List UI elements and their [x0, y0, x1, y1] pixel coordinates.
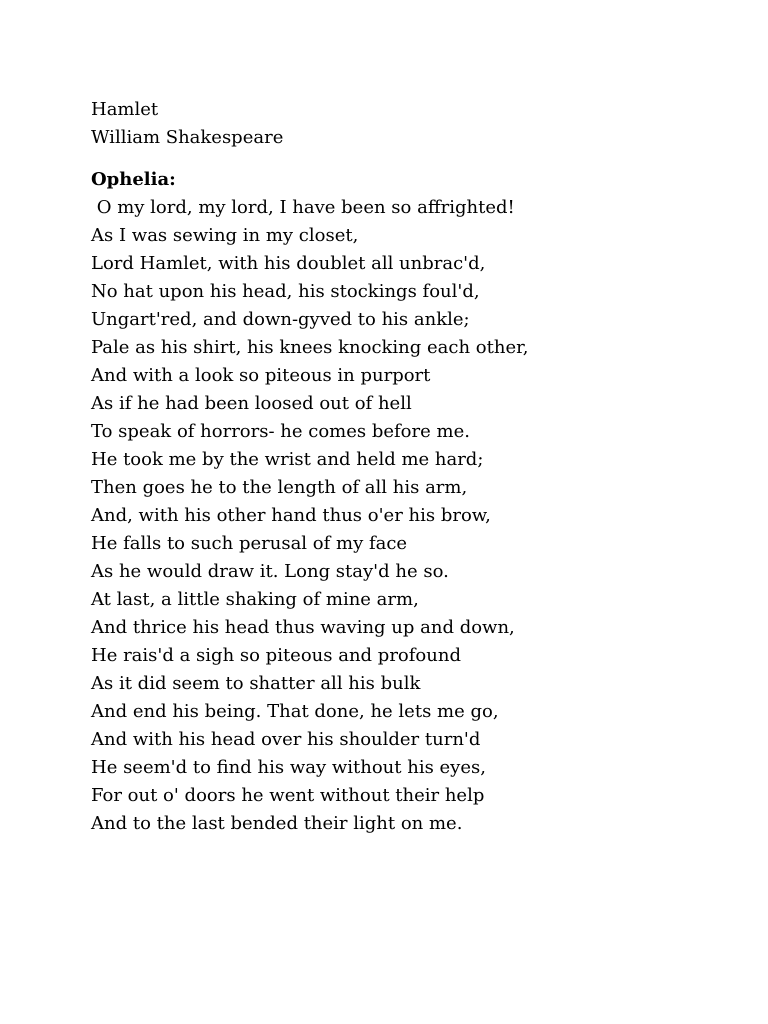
- verse-line: He took me by the wrist and held me hard;: [91, 449, 484, 470]
- verse-line: Pale as his shirt, his knees knocking each other,: [91, 337, 529, 358]
- verse-line: And with a look so piteous in purport: [91, 365, 431, 386]
- verse-line: He rais'd a sigh so piteous and profound: [91, 645, 461, 666]
- document-page: [91, 96, 731, 838]
- speech-text: [91, 194, 731, 838]
- verse-line: Lord Hamlet, with his doublet all unbrac'd,: [91, 253, 486, 274]
- paragraph-gap: [91, 152, 731, 166]
- verse-line: And to the last bended their light on me.: [91, 813, 463, 834]
- verse-line: O my lord, my lord, I have been so affrighted!: [91, 197, 515, 218]
- verse-line: No hat upon his head, his stockings foul'd,: [91, 281, 480, 302]
- verse-line: Ungart'red, and down-gyved to his ankle;: [91, 309, 470, 330]
- verse-line: And thrice his head thus waving up and down,: [91, 617, 515, 638]
- verse-line: As if he had been loosed out of hell: [91, 393, 412, 414]
- verse-line: For out o' doors he went without their help: [91, 785, 485, 806]
- speaker-name: Ophelia:: [91, 169, 176, 190]
- verse-line: As I was sewing in my closet,: [91, 225, 359, 246]
- verse-line: At last, a little shaking of mine arm,: [91, 589, 419, 610]
- verse-line: As it did seem to shatter all his bulk: [91, 673, 421, 694]
- verse-line: And end his being. That done, he lets me go,: [91, 701, 499, 722]
- verse-line: And, with his other hand thus o'er his brow,: [91, 505, 491, 526]
- verse-line: To speak of horrors- he comes before me.: [91, 421, 470, 442]
- verse-line: He seem'd to find his way without his eyes,: [91, 757, 486, 778]
- document-author: William Shakespeare: [91, 127, 284, 148]
- verse-line: He falls to such perusal of my face: [91, 533, 408, 554]
- document-title: Hamlet: [91, 99, 159, 120]
- verse-line: As he would draw it. Long stay'd he so.: [91, 561, 449, 582]
- verse-line: Then goes he to the length of all his arm,: [91, 477, 468, 498]
- verse-line: And with his head over his shoulder turn'd: [91, 729, 481, 750]
